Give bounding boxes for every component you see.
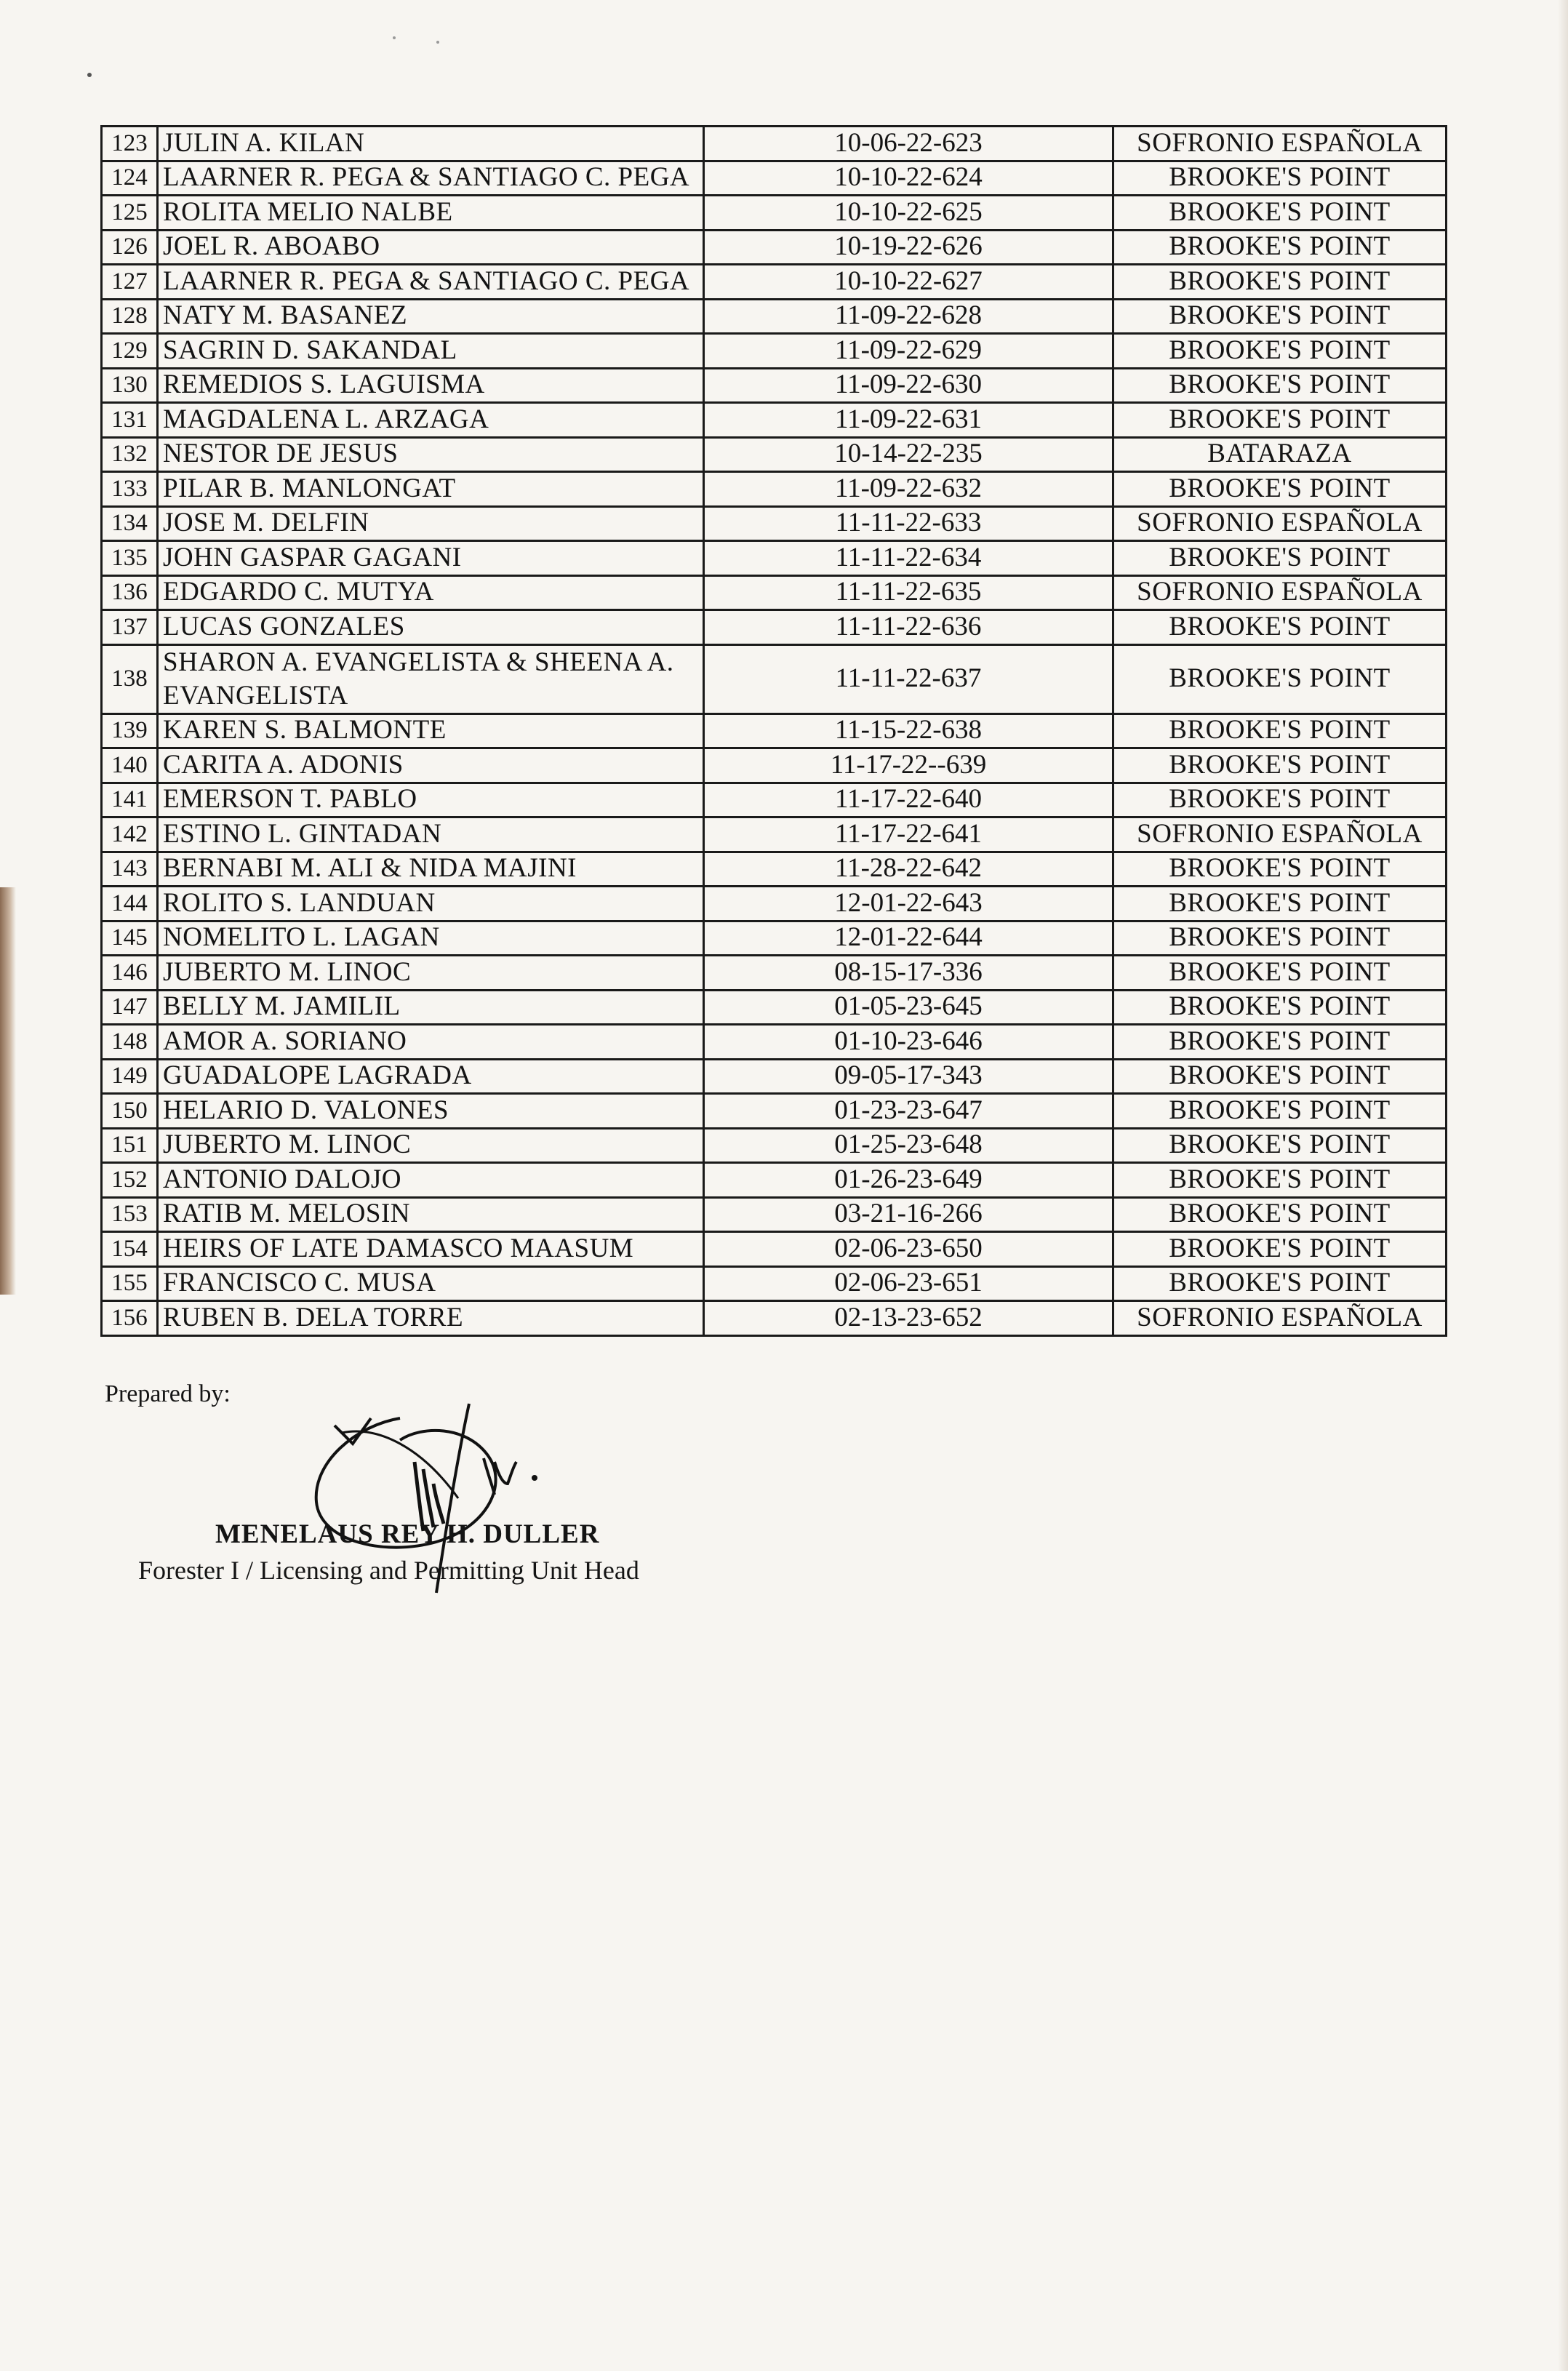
applicant-name: AMOR A. SORIANO bbox=[158, 1025, 704, 1060]
row-number: 152 bbox=[102, 1163, 158, 1198]
table-row bbox=[102, 610, 1447, 645]
location-cell: BROOKE'S POINT bbox=[1113, 368, 1447, 403]
table-row bbox=[102, 575, 1447, 610]
row-number: 155 bbox=[102, 1266, 158, 1301]
applicant-name: HEIRS OF LATE DAMASCO MAASUM bbox=[158, 1232, 704, 1267]
row-number: 138 bbox=[102, 644, 158, 713]
location-cell: BROOKE'S POINT bbox=[1113, 1163, 1447, 1198]
application-code: 11-09-22-631 bbox=[704, 403, 1113, 438]
location-cell: BROOKE'S POINT bbox=[1113, 852, 1447, 887]
row-number: 125 bbox=[102, 196, 158, 231]
application-code: 11-11-22-634 bbox=[704, 541, 1113, 576]
location-cell: SOFRONIO ESPAÑOLA bbox=[1113, 1301, 1447, 1336]
row-number: 143 bbox=[102, 852, 158, 887]
row-number: 150 bbox=[102, 1094, 158, 1129]
table-row bbox=[102, 990, 1447, 1025]
application-code: 11-17-22-641 bbox=[704, 817, 1113, 852]
row-number: 133 bbox=[102, 472, 158, 507]
applicant-name: BELLY M. JAMILIL bbox=[158, 990, 704, 1025]
location-cell: BROOKE'S POINT bbox=[1113, 783, 1447, 817]
applicant-name: EDGARDO C. MUTYA bbox=[158, 575, 704, 610]
applicant-name: PILAR B. MANLONGAT bbox=[158, 472, 704, 507]
row-number: 156 bbox=[102, 1301, 158, 1336]
prepared-by-label: Prepared by: bbox=[105, 1380, 231, 1407]
row-number: 126 bbox=[102, 230, 158, 265]
application-code: 11-17-22-640 bbox=[704, 783, 1113, 817]
table-row bbox=[102, 748, 1447, 783]
applicant-name: JOSE M. DELFIN bbox=[158, 506, 704, 541]
location-cell: SOFRONIO ESPAÑOLA bbox=[1113, 506, 1447, 541]
applicant-name: BERNABI M. ALI & NIDA MAJINI bbox=[158, 852, 704, 887]
row-number: 146 bbox=[102, 956, 158, 991]
location-cell: BROOKE'S POINT bbox=[1113, 921, 1447, 956]
applicant-name: ROLITO S. LANDUAN bbox=[158, 887, 704, 921]
application-code: 11-28-22-642 bbox=[704, 852, 1113, 887]
applicant-name: LAARNER R. PEGA & SANTIAGO C. PEGA bbox=[158, 265, 704, 300]
table-row bbox=[102, 956, 1447, 991]
location-cell: BROOKE'S POINT bbox=[1113, 1232, 1447, 1267]
location-cell: BROOKE'S POINT bbox=[1113, 644, 1447, 713]
table-row bbox=[102, 713, 1447, 748]
table-row bbox=[102, 196, 1447, 231]
signatory-name: MENELAUS REY H. DULLER bbox=[215, 1519, 600, 1549]
location-cell: BROOKE'S POINT bbox=[1113, 299, 1447, 334]
row-number: 132 bbox=[102, 437, 158, 472]
signatory-title: Forester I / Licensing and Permitting Unit Head bbox=[138, 1556, 639, 1585]
table-row bbox=[102, 921, 1447, 956]
applicant-name: NESTOR DE JESUS bbox=[158, 437, 704, 472]
row-number: 148 bbox=[102, 1025, 158, 1060]
table-row bbox=[102, 541, 1447, 576]
table-row bbox=[102, 403, 1447, 438]
applicant-name: NOMELITO L. LAGAN bbox=[158, 921, 704, 956]
applicant-name: LUCAS GONZALES bbox=[158, 610, 704, 645]
applicant-name: JUBERTO M. LINOC bbox=[158, 956, 704, 991]
page-edge-shadow bbox=[1558, 0, 1568, 2371]
applicant-name: NATY M. BASANEZ bbox=[158, 299, 704, 334]
row-number: 123 bbox=[102, 127, 158, 161]
table-row bbox=[102, 1197, 1447, 1232]
location-cell: BATARAZA bbox=[1113, 437, 1447, 472]
applicant-name: GUADALOPE LAGRADA bbox=[158, 1059, 704, 1094]
table-row bbox=[102, 161, 1447, 196]
applicant-name: REMEDIOS S. LAGUISMA bbox=[158, 368, 704, 403]
applicant-name: RATIB M. MELOSIN bbox=[158, 1197, 704, 1232]
location-cell: BROOKE'S POINT bbox=[1113, 610, 1447, 645]
row-number: 149 bbox=[102, 1059, 158, 1094]
table-row bbox=[102, 1266, 1447, 1301]
applicant-name: JUBERTO M. LINOC bbox=[158, 1128, 704, 1163]
application-code: 12-01-22-643 bbox=[704, 887, 1113, 921]
location-cell: BROOKE'S POINT bbox=[1113, 230, 1447, 265]
applicant-name: SAGRIN D. SAKANDAL bbox=[158, 334, 704, 369]
table-row bbox=[102, 368, 1447, 403]
application-code: 11-09-22-630 bbox=[704, 368, 1113, 403]
location-cell: BROOKE'S POINT bbox=[1113, 990, 1447, 1025]
applicant-name: JULIN A. KILAN bbox=[158, 127, 704, 161]
application-code: 10-10-22-625 bbox=[704, 196, 1113, 231]
row-number: 130 bbox=[102, 368, 158, 403]
application-code: 10-10-22-627 bbox=[704, 265, 1113, 300]
row-number: 124 bbox=[102, 161, 158, 196]
table-row bbox=[102, 299, 1447, 334]
table-row bbox=[102, 334, 1447, 369]
application-code: 01-10-23-646 bbox=[704, 1025, 1113, 1060]
applicant-name: ESTINO L. GINTADAN bbox=[158, 817, 704, 852]
application-code: 08-15-17-336 bbox=[704, 956, 1113, 991]
application-code: 01-05-23-645 bbox=[704, 990, 1113, 1025]
location-cell: BROOKE'S POINT bbox=[1113, 1266, 1447, 1301]
row-number: 137 bbox=[102, 610, 158, 645]
location-cell: BROOKE'S POINT bbox=[1113, 1025, 1447, 1060]
table-row bbox=[102, 1059, 1447, 1094]
table-row bbox=[102, 1232, 1447, 1267]
location-cell: BROOKE'S POINT bbox=[1113, 956, 1447, 991]
location-cell: BROOKE'S POINT bbox=[1113, 403, 1447, 438]
location-cell: BROOKE'S POINT bbox=[1113, 472, 1447, 507]
applicant-name: MAGDALENA L. ARZAGA bbox=[158, 403, 704, 438]
applicant-name: HELARIO D. VALONES bbox=[158, 1094, 704, 1129]
application-code: 11-09-22-629 bbox=[704, 334, 1113, 369]
application-code: 02-13-23-652 bbox=[704, 1301, 1113, 1336]
row-number: 141 bbox=[102, 783, 158, 817]
applicant-name: LAARNER R. PEGA & SANTIAGO C. PEGA bbox=[158, 161, 704, 196]
row-number: 154 bbox=[102, 1232, 158, 1267]
table-row bbox=[102, 887, 1447, 921]
location-cell: BROOKE'S POINT bbox=[1113, 748, 1447, 783]
table-row bbox=[102, 230, 1447, 265]
application-code: 11-11-22-636 bbox=[704, 610, 1113, 645]
table-row bbox=[102, 127, 1447, 161]
table-row bbox=[102, 506, 1447, 541]
stray-mark bbox=[393, 36, 396, 39]
application-code: 11-15-22-638 bbox=[704, 713, 1113, 748]
row-number: 131 bbox=[102, 403, 158, 438]
location-cell: BROOKE'S POINT bbox=[1113, 1059, 1447, 1094]
row-number: 139 bbox=[102, 713, 158, 748]
row-number: 144 bbox=[102, 887, 158, 921]
row-number: 151 bbox=[102, 1128, 158, 1163]
applicant-name: CARITA A. ADONIS bbox=[158, 748, 704, 783]
location-cell: BROOKE'S POINT bbox=[1113, 161, 1447, 196]
location-cell: BROOKE'S POINT bbox=[1113, 713, 1447, 748]
application-code: 11-11-22-633 bbox=[704, 506, 1113, 541]
applicant-name: FRANCISCO C. MUSA bbox=[158, 1266, 704, 1301]
applicant-name: JOEL R. ABOABO bbox=[158, 230, 704, 265]
application-code: 10-19-22-626 bbox=[704, 230, 1113, 265]
row-number: 129 bbox=[102, 334, 158, 369]
row-number: 142 bbox=[102, 817, 158, 852]
application-code: 10-06-22-623 bbox=[704, 127, 1113, 161]
location-cell: BROOKE'S POINT bbox=[1113, 196, 1447, 231]
application-code: 01-23-23-647 bbox=[704, 1094, 1113, 1129]
registry-table-body bbox=[102, 127, 1447, 1336]
application-code: 01-26-23-649 bbox=[704, 1163, 1113, 1198]
application-code: 11-17-22--639 bbox=[704, 748, 1113, 783]
applicant-name: EMERSON T. PABLO bbox=[158, 783, 704, 817]
table-row bbox=[102, 852, 1447, 887]
row-number: 147 bbox=[102, 990, 158, 1025]
application-code: 11-11-22-635 bbox=[704, 575, 1113, 610]
location-cell: SOFRONIO ESPAÑOLA bbox=[1113, 127, 1447, 161]
stray-mark bbox=[87, 73, 92, 77]
row-number: 127 bbox=[102, 265, 158, 300]
table-row bbox=[102, 1301, 1447, 1336]
table-row bbox=[102, 472, 1447, 507]
page-edge-shadow bbox=[0, 887, 16, 1295]
location-cell: BROOKE'S POINT bbox=[1113, 1197, 1447, 1232]
row-number: 140 bbox=[102, 748, 158, 783]
table-row bbox=[102, 1025, 1447, 1060]
table-row bbox=[102, 1163, 1447, 1198]
application-code: 11-11-22-637 bbox=[704, 644, 1113, 713]
application-code: 03-21-16-266 bbox=[704, 1197, 1113, 1232]
application-code: 02-06-23-650 bbox=[704, 1232, 1113, 1267]
location-cell: BROOKE'S POINT bbox=[1113, 265, 1447, 300]
row-number: 135 bbox=[102, 541, 158, 576]
location-cell: SOFRONIO ESPAÑOLA bbox=[1113, 575, 1447, 610]
location-cell: BROOKE'S POINT bbox=[1113, 1094, 1447, 1129]
applicant-name: ANTONIO DALOJO bbox=[158, 1163, 704, 1198]
table-row bbox=[102, 783, 1447, 817]
table-row bbox=[102, 1128, 1447, 1163]
location-cell: BROOKE'S POINT bbox=[1113, 334, 1447, 369]
table-row bbox=[102, 437, 1447, 472]
location-cell: SOFRONIO ESPAÑOLA bbox=[1113, 817, 1447, 852]
row-number: 136 bbox=[102, 575, 158, 610]
applicant-name: SHARON A. EVANGELISTA & SHEENA A. EVANGELISTA bbox=[158, 644, 704, 713]
application-code: 12-01-22-644 bbox=[704, 921, 1113, 956]
table-row bbox=[102, 817, 1447, 852]
stray-mark bbox=[436, 41, 439, 44]
applicant-name: KAREN S. BALMONTE bbox=[158, 713, 704, 748]
location-cell: BROOKE'S POINT bbox=[1113, 887, 1447, 921]
applicant-name: ROLITA MELIO NALBE bbox=[158, 196, 704, 231]
location-cell: BROOKE'S POINT bbox=[1113, 1128, 1447, 1163]
row-number: 145 bbox=[102, 921, 158, 956]
location-cell: BROOKE'S POINT bbox=[1113, 541, 1447, 576]
applicant-name: JOHN GASPAR GAGANI bbox=[158, 541, 704, 576]
row-number: 134 bbox=[102, 506, 158, 541]
application-code: 10-14-22-235 bbox=[704, 437, 1113, 472]
row-number: 153 bbox=[102, 1197, 158, 1232]
application-code: 11-09-22-632 bbox=[704, 472, 1113, 507]
application-code: 09-05-17-343 bbox=[704, 1059, 1113, 1094]
application-code: 10-10-22-624 bbox=[704, 161, 1113, 196]
table-row bbox=[102, 1094, 1447, 1129]
registry-table bbox=[100, 125, 1447, 1337]
application-code: 02-06-23-651 bbox=[704, 1266, 1113, 1301]
application-code: 11-09-22-628 bbox=[704, 299, 1113, 334]
application-code: 01-25-23-648 bbox=[704, 1128, 1113, 1163]
applicant-name: RUBEN B. DELA TORRE bbox=[158, 1301, 704, 1336]
table-row bbox=[102, 644, 1447, 713]
row-number: 128 bbox=[102, 299, 158, 334]
table-row bbox=[102, 265, 1447, 300]
